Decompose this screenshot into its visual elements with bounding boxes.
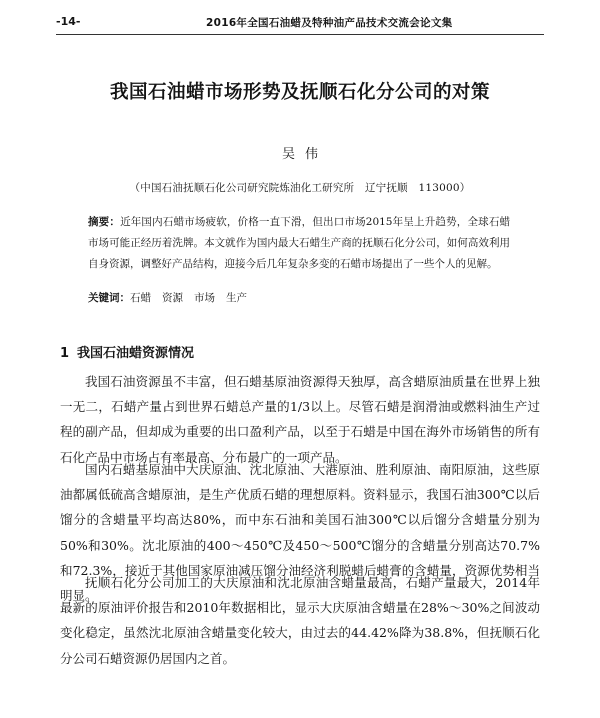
body-paragraph: 抚顺石化分公司加工的大庆原油和沈北原油含蜡量最高，石蜡产量最大，2014年最新的原油评价报告和2010年数据相比，显示大庆原油含蜡量在28%～30%之间波动变化稳定，虽然沈北原油含蜡量变化较大，由过去的44.42%降为38.8%，但抚顺石化分公司石蜡资源仍居国内之首。: [60, 575, 540, 666]
body-paragraph: 我国石油资源虽不丰富，但石蜡基原油资源得天独厚，高含蜡原油质量在世界上独一无二，石蜡产量占到世界石蜡总产量的1/3以上。尽管石蜡是润滑油或燃料油生产过程的副产品，但却成为重要的出口盈利产品，以至于石蜡是中国在海外市场销售的所有石化产品中市场占有率最高、分布最广的一项产品。: [60, 374, 540, 465]
author-affiliation: （中国石油抚顺石化公司研究院炼油化工研究所 辽宁抚顺 113000）: [129, 182, 471, 194]
abstract-text: 近年国内石蜡市场疲软，价格一直下滑，但出口市场2015年呈上升趋势，全球石蜡市场可能正经历着洗牌。本文就作为国内最大石蜡生产商的抚顺石化分公司，如何高效利用自身资源，调整好产品结构，迎接今后几年复杂多变的石蜡市场提出了一些个人的见解。: [88, 216, 510, 270]
author-name: 吴伟: [281, 147, 328, 162]
keywords-label: 关键词：: [88, 292, 130, 304]
page-number: -14-: [56, 15, 81, 28]
article-title: 我国石油蜡市场形势及抚顺石化分公司的对策: [109, 82, 490, 103]
keyword: 市场: [194, 292, 215, 304]
keywords: [88, 288, 510, 309]
running-header: [56, 12, 544, 35]
section-title: 我国石油蜡资源情况: [77, 346, 195, 361]
running-title: 2016年全国石油蜡及特种油产品技术交流会论文集: [206, 17, 453, 29]
keyword: 生产: [226, 292, 247, 304]
abstract: [88, 212, 510, 275]
section-heading: [60, 342, 194, 361]
keyword: 资源: [162, 292, 183, 304]
section-number: 1: [60, 346, 70, 361]
body-paragraph: 国内石蜡基原油中大庆原油、沈北原油、大港原油、胜利原油、南阳原油，这些原油都属低硫高含蜡原油，是生产优质石蜡的理想原料。资料显示，我国石油300℃以后馏分的含蜡量平均高达80%，而中东石油和美国石油300℃以后馏分含蜡量分别为50%和30%。沈北原油的400～450℃及450～500℃馏分的含蜡量分别高达70.7%和72.3%，接近于其他国家原油减压馏分油经济利脱蜡后蜡膏的含蜡量，资源优势相当明显。: [60, 462, 540, 604]
keyword: 石蜡: [130, 292, 151, 304]
abstract-label: 摘要：: [88, 216, 121, 228]
